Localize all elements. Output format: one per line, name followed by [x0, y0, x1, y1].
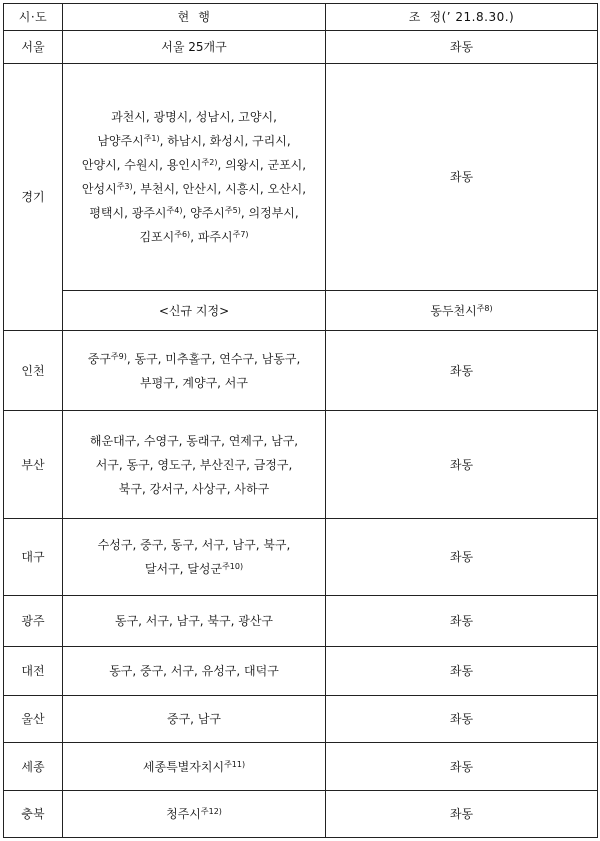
footnote-mark: 주4) — [166, 206, 183, 215]
line-text: 안성시 — [81, 182, 117, 196]
line-text: 북구, 강서구, 사상구, 사하구 — [118, 481, 270, 496]
region-cell: 세종 — [4, 743, 63, 791]
line-text: 수성구, 중구, 동구, 서구, 남구, 북구, — [97, 538, 291, 552]
adjusted-cell: 좌동 — [326, 64, 598, 291]
cell-line — [63, 453, 325, 477]
line-text: 부평구, 계양구, 서구 — [140, 375, 248, 390]
line-text: 과천시, 광명시, 성남시, 고양시, — [111, 110, 277, 124]
region-cell: 대구 — [4, 519, 63, 596]
cell-line — [63, 755, 325, 779]
line-text: , 의정부시, — [240, 206, 299, 220]
adjusted-cell: 좌동 — [326, 743, 598, 791]
adjusted-cell: 좌동 — [326, 411, 598, 519]
cell-line — [63, 35, 325, 59]
line-text: 남양주시 — [97, 134, 144, 148]
current-cell — [63, 31, 326, 64]
table-row-sub — [4, 291, 598, 331]
line-text: 서구, 동구, 영도구, 부산진구, 금정구, — [95, 457, 293, 472]
region-cell: 경기 — [4, 64, 63, 331]
line-text: 해운대구, 수영구, 동래구, 연제구, 남구, — [89, 433, 299, 448]
region-cell: 부산 — [4, 411, 63, 519]
current-cell — [63, 696, 326, 743]
adjusted-cell: 좌동 — [326, 31, 598, 64]
footnote-mark: 주9) — [110, 351, 127, 361]
table-row — [4, 64, 598, 291]
footnote-mark: 주5) — [224, 206, 241, 215]
footnote-mark: 주12) — [200, 807, 222, 816]
current-cell-new-designation: <신규 지정> — [63, 291, 326, 331]
adjusted-cell: 좌동 — [326, 696, 598, 743]
current-cell — [63, 64, 326, 291]
cell-line — [63, 477, 325, 501]
current-cell — [63, 596, 326, 647]
adjusted-cell: 좌동 — [326, 791, 598, 838]
adjusted-text: 동두천시 — [430, 303, 477, 318]
region-cell: 인천 — [4, 331, 63, 411]
table-row — [4, 411, 598, 519]
cell-line — [63, 177, 325, 201]
cell-line — [63, 533, 325, 557]
region-cell: 충북 — [4, 791, 63, 838]
current-cell — [63, 791, 326, 838]
cell-line — [63, 225, 325, 249]
cell-line — [63, 371, 325, 395]
current-cell — [63, 331, 326, 411]
cell-line — [63, 129, 325, 153]
footnote-mark: 주1) — [143, 134, 160, 143]
current-cell — [63, 411, 326, 519]
line-text: , 파주시 — [190, 230, 233, 244]
line-text: 김포시 — [139, 230, 175, 244]
header-row — [4, 4, 598, 31]
regulated-area-table — [3, 3, 598, 838]
line-text: 달서구, 달성군 — [144, 562, 223, 576]
cell-line — [63, 153, 325, 177]
adjusted-cell: 좌동 — [326, 331, 598, 411]
table-row — [4, 596, 598, 647]
line-text: 안양시, 수원시, 용인시 — [81, 158, 202, 172]
footnote-mark: 주6) — [174, 230, 191, 239]
footnote-mark: 주7) — [232, 230, 249, 239]
line-text: , 동구, 미추홀구, 연수구, 남동구, — [126, 351, 301, 366]
header-adjusted: 조 정(’ 21.8.30.) — [326, 4, 598, 31]
line-text: , 부천시, 안산시, 시흥시, 오산시, — [132, 182, 307, 196]
table-row — [4, 696, 598, 743]
cell-line — [63, 557, 325, 581]
table-row — [4, 519, 598, 596]
cell-line — [63, 609, 325, 633]
footnote-mark: 주2) — [201, 158, 218, 167]
line-text: 동구, 서구, 남구, 북구, 광산구 — [114, 614, 274, 628]
cell-line — [63, 201, 325, 225]
line-text: 중구 — [87, 351, 111, 366]
region-cell: 울산 — [4, 696, 63, 743]
header-current: 현 행 — [63, 4, 326, 31]
cell-line — [63, 347, 325, 371]
current-cell — [63, 743, 326, 791]
adjusted-cell: 좌동 — [326, 647, 598, 696]
header-region: 시·도 — [4, 4, 63, 31]
line-text: , 의왕시, 군포시, — [217, 158, 307, 172]
table-row — [4, 331, 598, 411]
region-cell: 광주 — [4, 596, 63, 647]
current-cell — [63, 519, 326, 596]
line-text: 평택시, 광주시 — [89, 206, 167, 220]
adjusted-cell: 좌동 — [326, 519, 598, 596]
line-text: 동구, 중구, 서구, 유성구, 대덕구 — [109, 664, 279, 678]
cell-line — [63, 802, 325, 826]
line-text: 세종특별자치시 — [142, 759, 225, 774]
cell-line — [63, 429, 325, 453]
table-row — [4, 31, 598, 64]
footnote-mark: 주3) — [116, 182, 133, 191]
cell-line — [63, 659, 325, 683]
footnote-mark: 주11) — [224, 759, 246, 769]
footnote-mark: 주10) — [222, 562, 244, 571]
adjusted-cell: 좌동 — [326, 596, 598, 647]
line-text: 청주시 — [166, 807, 201, 821]
cell-line — [63, 707, 325, 731]
line-text: , 하남시, 화성시, 구리시, — [159, 134, 291, 148]
adjusted-cell-new — [326, 291, 598, 331]
table-row — [4, 743, 598, 791]
line-text: 중구, 남구 — [167, 712, 221, 726]
region-cell: 대전 — [4, 647, 63, 696]
current-cell — [63, 647, 326, 696]
cell-line — [63, 105, 325, 129]
line-text: , 양주시 — [182, 206, 225, 220]
table-row — [4, 647, 598, 696]
region-cell: 서울 — [4, 31, 63, 64]
line-text: 서울 25개구 — [161, 40, 227, 54]
footnote-mark: 주8) — [476, 303, 493, 313]
table-row — [4, 791, 598, 838]
